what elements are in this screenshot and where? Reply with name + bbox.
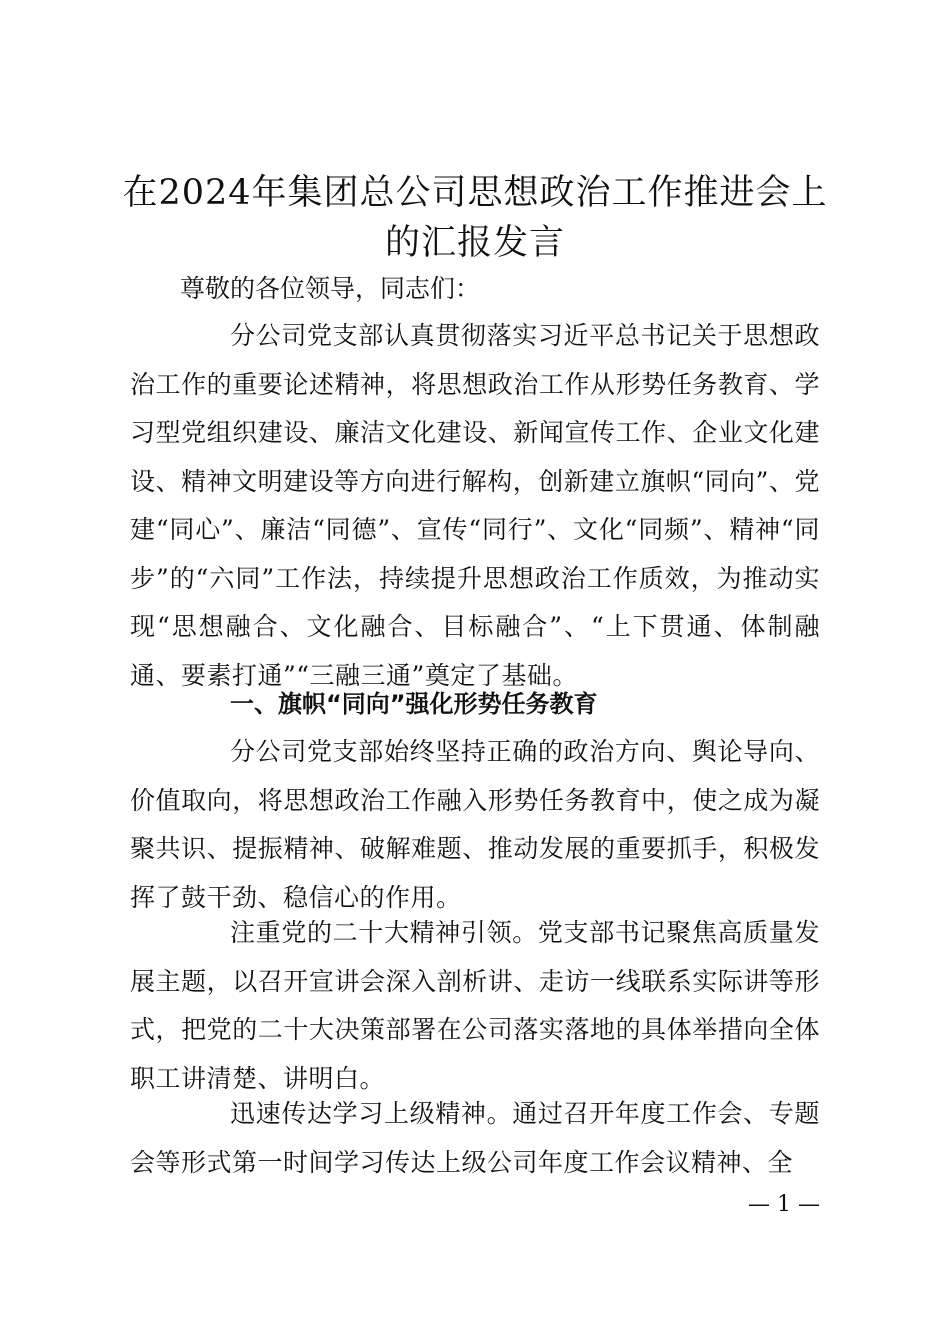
paragraph-superior-spirit: 迅速传达学习上级精神。通过召开年度工作会、专题会等形式第一时间学习传达上级公司年度工作会议精神、全	[130, 1099, 820, 1177]
document-title: 在2024年集团总公司思想政治工作推进会上的汇报发言	[122, 173, 828, 263]
paragraph-intro: 分公司党支部认真贯彻落实习近平总书记关于思想政治工作的重要论述精神，将思想政治工作从形势任务教育、学习型党组织建设、廉洁文化建设、新闻宣传工作、企业文化建设、精神文明建设等方向进行解构，创新建立旗帜“同向”、党建“同心”、廉洁“同德”、宣传“同行”、文化“同频”、精神“同步”的“六同”工作法，持续提升思想政治工作质效，为推动实现“思想融合、文化融合、目标融合”、“上下贯通、体制融通、要素打通”“三融三通”奠定了基础。	[130, 321, 820, 690]
page-number: — 1 —	[748, 1192, 820, 1217]
section-heading: 一、旗帜“同向”强化形势任务教育	[230, 690, 598, 718]
paragraph-congress-spirit: 注重党的二十大精神引领。党支部书记聚焦高质量发展主题，以召开宣讲会深入剖析讲、走访一线联系实际讲等形式，把党的二十大决策部署在公司落实落地的具体举措向全体职工讲清楚、讲明白。	[130, 918, 820, 1093]
paragraph-section-intro: 分公司党支部始终坚持正确的政治方向、舆论导向、价值取向，将思想政治工作融入形势任务教育中，使之成为凝聚共识、提振精神、破解难题、推动发展的重要抓手，积极发挥了鼓干劲、稳信心的作用。	[130, 737, 820, 912]
salutation: 尊敬的各位领导，同志们：	[180, 274, 481, 303]
